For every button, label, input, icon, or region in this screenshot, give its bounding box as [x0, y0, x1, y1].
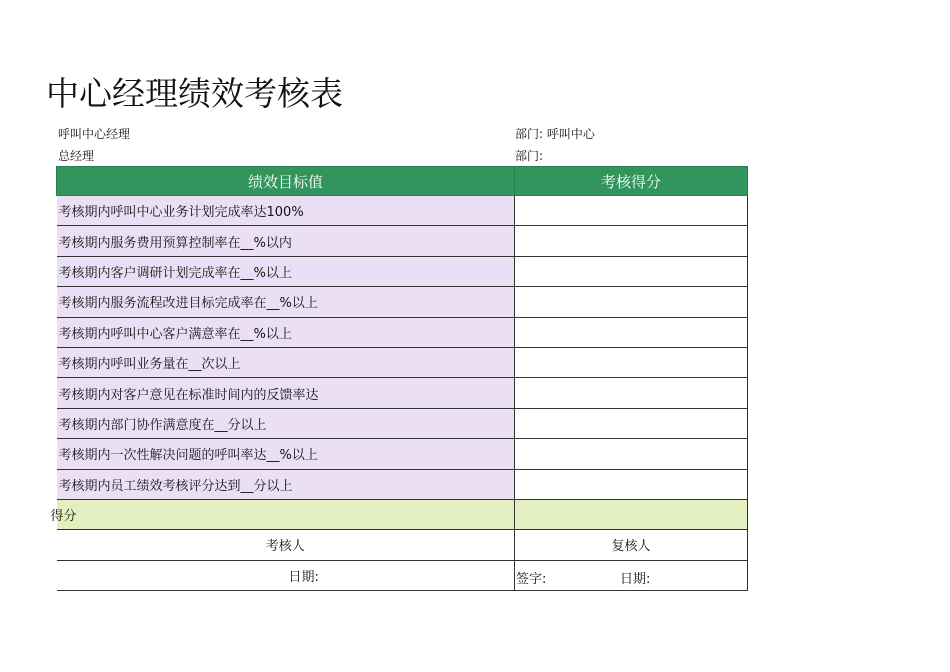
table-row: [57, 196, 748, 226]
table-row: [57, 287, 748, 317]
goal-cell[interactable]: 考核期内呼叫中心客户满意率在__%以上: [57, 317, 515, 347]
rechecker-sign-date-cell[interactable]: [515, 560, 748, 590]
table-row: [57, 347, 748, 377]
total-label: 得分: [50, 509, 77, 525]
date-label-2: 日期:: [620, 571, 651, 587]
department-label-2: 部门:: [515, 149, 544, 163]
table-row: [57, 226, 748, 256]
superior-value: 总经理: [58, 149, 95, 163]
goal-cell[interactable]: 考核期内员工绩效考核评分达到__分以上: [57, 469, 515, 499]
table-row: [57, 317, 748, 347]
score-cell[interactable]: [515, 347, 748, 377]
reviewer-cell[interactable]: 考核人: [57, 530, 515, 560]
department-label: 部门:: [515, 127, 544, 141]
score-cell[interactable]: [515, 317, 748, 347]
title-text: 中心经理绩效考核表: [46, 74, 343, 113]
date-row: [57, 560, 748, 590]
total-score-cell[interactable]: [515, 499, 748, 529]
reviewer-date-cell[interactable]: [57, 560, 515, 590]
header-score: 考核得分: [515, 167, 748, 196]
table-row: [57, 439, 748, 469]
goal-cell[interactable]: 考核期内服务流程改进目标完成率在__%以上: [57, 287, 515, 317]
sign-label: 签字:: [516, 571, 547, 587]
header-goal: 绩效目标值: [57, 167, 515, 196]
rechecker-cell[interactable]: 复核人: [515, 530, 748, 560]
score-cell[interactable]: [515, 287, 748, 317]
position-value: 呼叫中心经理: [58, 127, 131, 141]
goal-cell[interactable]: 考核期内一次性解决问题的呼叫率达__%以上: [57, 439, 515, 469]
goal-cell[interactable]: 考核期内服务费用预算控制率在__%以内: [57, 226, 515, 256]
score-cell[interactable]: [515, 196, 748, 226]
goal-cell[interactable]: 考核期内呼叫业务量在__次以上: [57, 347, 515, 377]
department-value: 呼叫中心: [546, 127, 595, 141]
goal-cell[interactable]: 考核期内客户调研计划完成率在__%以上: [57, 256, 515, 286]
score-cell[interactable]: [515, 226, 748, 256]
score-cell[interactable]: [515, 256, 748, 286]
department-line: [515, 125, 595, 143]
date-label: 日期:: [288, 569, 319, 585]
table-row: [57, 256, 748, 286]
goal-cell[interactable]: 考核期内部门协作满意度在__分以上: [57, 408, 515, 438]
total-label-cell[interactable]: [50, 499, 515, 529]
score-cell[interactable]: [515, 469, 748, 499]
assessment-table: [50, 166, 748, 591]
table-header-row: [57, 167, 748, 196]
score-cell[interactable]: [515, 408, 748, 438]
page-title: [46, 72, 755, 116]
score-cell[interactable]: [515, 439, 748, 469]
signature-row: [57, 530, 748, 560]
department-line-2: [515, 147, 543, 165]
goal-cell[interactable]: 考核期内对客户意见在标准时间内的反馈率达: [57, 378, 515, 408]
total-row: [57, 499, 748, 529]
table-row: [57, 408, 748, 438]
table-row: [57, 469, 748, 499]
table-row: [57, 378, 748, 408]
score-cell[interactable]: [515, 378, 748, 408]
goal-cell[interactable]: 考核期内呼叫中心业务计划完成率达100%: [57, 196, 515, 226]
